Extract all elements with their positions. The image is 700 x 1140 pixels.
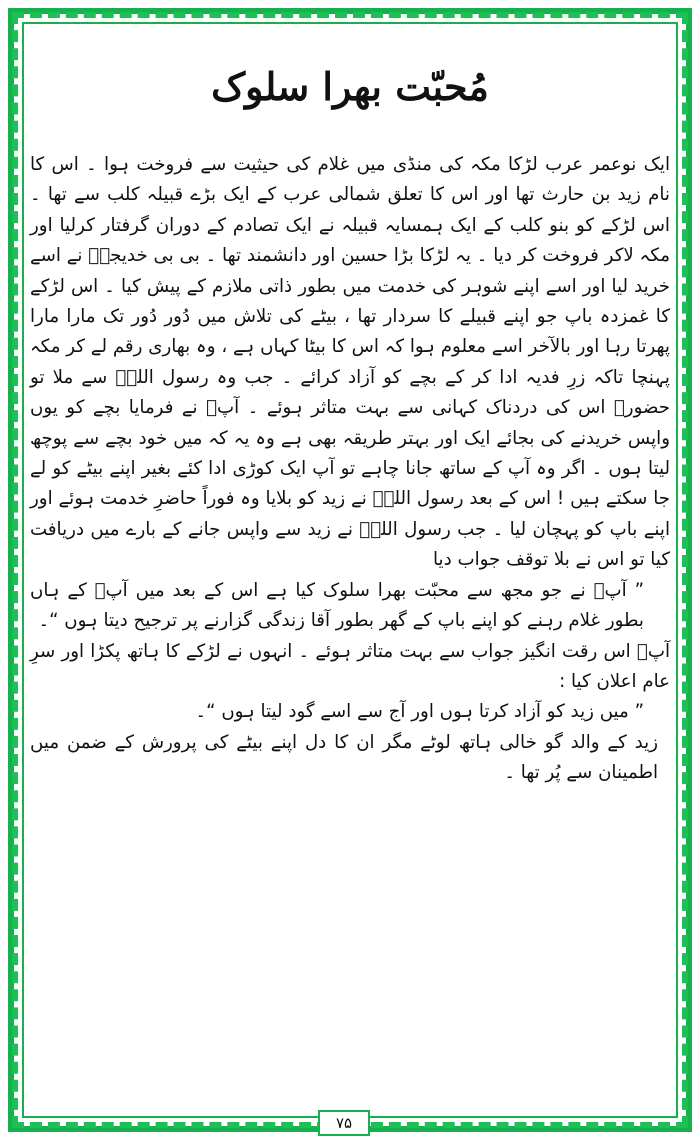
page-title: مُحبّت بھرا سلوک	[211, 64, 489, 109]
paragraph-quote-announcement: ” میں زید کو آزاد کرتا ہوں اور آج سے اسے گود لیتا ہوں “۔	[195, 701, 644, 723]
paragraph-closing: زید کے والد گو خالی ہاتھ لوٹے مگر ان کا دل اپنے بیٹے کی پرورش کے ضمن میں اطمینان سے پُر تھا ۔	[30, 731, 658, 784]
paragraph-main: ایک نوعمر عرب لڑکا مکہ کی منڈی میں غلام کی حیثیت سے فروخت ہوا ۔ اس کا نام زید بن حارث تھا اور اس کا تعلق شمالی عرب کے ایک بڑے قبیلہ کلب سے تھا ۔ اس لڑکے کو بنو کلب کے ایک ہمسایہ قبیلہ نے ایک تصادم کے دوران گرفتار کرلیا اور مکہ لاکر فروخت کر دیا ۔ یہ لڑکا بڑا حسین اور دانشمند تھا ۔ بی بی خدیجہؓ نے اسے خرید لیا اور اسے اپنے شوہر کی خدمت میں بطور ذاتی ملازم کے پیش کیا ۔ اس لڑکے کا غمزدہ باپ جو اپنے قبیلے کا سردار تھا ، بیٹے کی تلاش میں دُور دُور تک مارا مارا پھرتا رہا اور بالآخر اسے معلوم ہوا کہ اس کا بیٹا کہاں ہے ، وہ بھاری رقم لے کر مکہ پہنچا تاکہ زرِ فدیہ ادا کر کے بچے کو آزاد کرائے ۔ جب وہ رسول اللہؐ سے ملا تو حضورؐ اس کی دردناک کہانی سے بہت متاثر ہوئے ۔ آپؐ نے فرمایا بچے کو یوں واپس خریدنے کی بجائے ایک اور بہتر طریقہ بھی ہے وہ یہ کہ میں خود بچے سے پوچھ لیتا ہوں ۔ اگر وہ آپ کے ساتھ جانا چاہے تو آپ ایک کوڑی ادا کئے بغیر اپنے بیٹے کو لے جا سکتے ہیں ! اس کے بعد رسول اللہؐ نے زید کو بلایا وہ فوراً حاضرِ خدمت ہوئے اور اپنے باپ کو پہچان لیا ۔ جب رسول اللہؐ نے زید سے واپس جانے کے بارے میں دریافت کیا تو اس نے بلا توقف جواب دیا	[30, 154, 670, 571]
paragraph-reaction: آپؐ اس رقت انگیز جواب سے بہت متاثر ہوئے ۔ انہوں نے لڑکے کا ہاتھ پکڑا اور سرِ عام اعلان کیا :	[30, 640, 670, 692]
article-body	[30, 150, 670, 789]
page-number: ۷۵	[318, 1110, 370, 1136]
paragraph-quote-reply: ” آپؐ نے جو مجھ سے محبّت بھرا سلوک کیا ہے اس کے بعد میں آپؐ کے ہاں بطور غلام رہنے کو اپنے باپ کے گھر بطور آقا زندگی گزارنے پر ترجیح دیتا ہوں “۔	[30, 579, 644, 632]
